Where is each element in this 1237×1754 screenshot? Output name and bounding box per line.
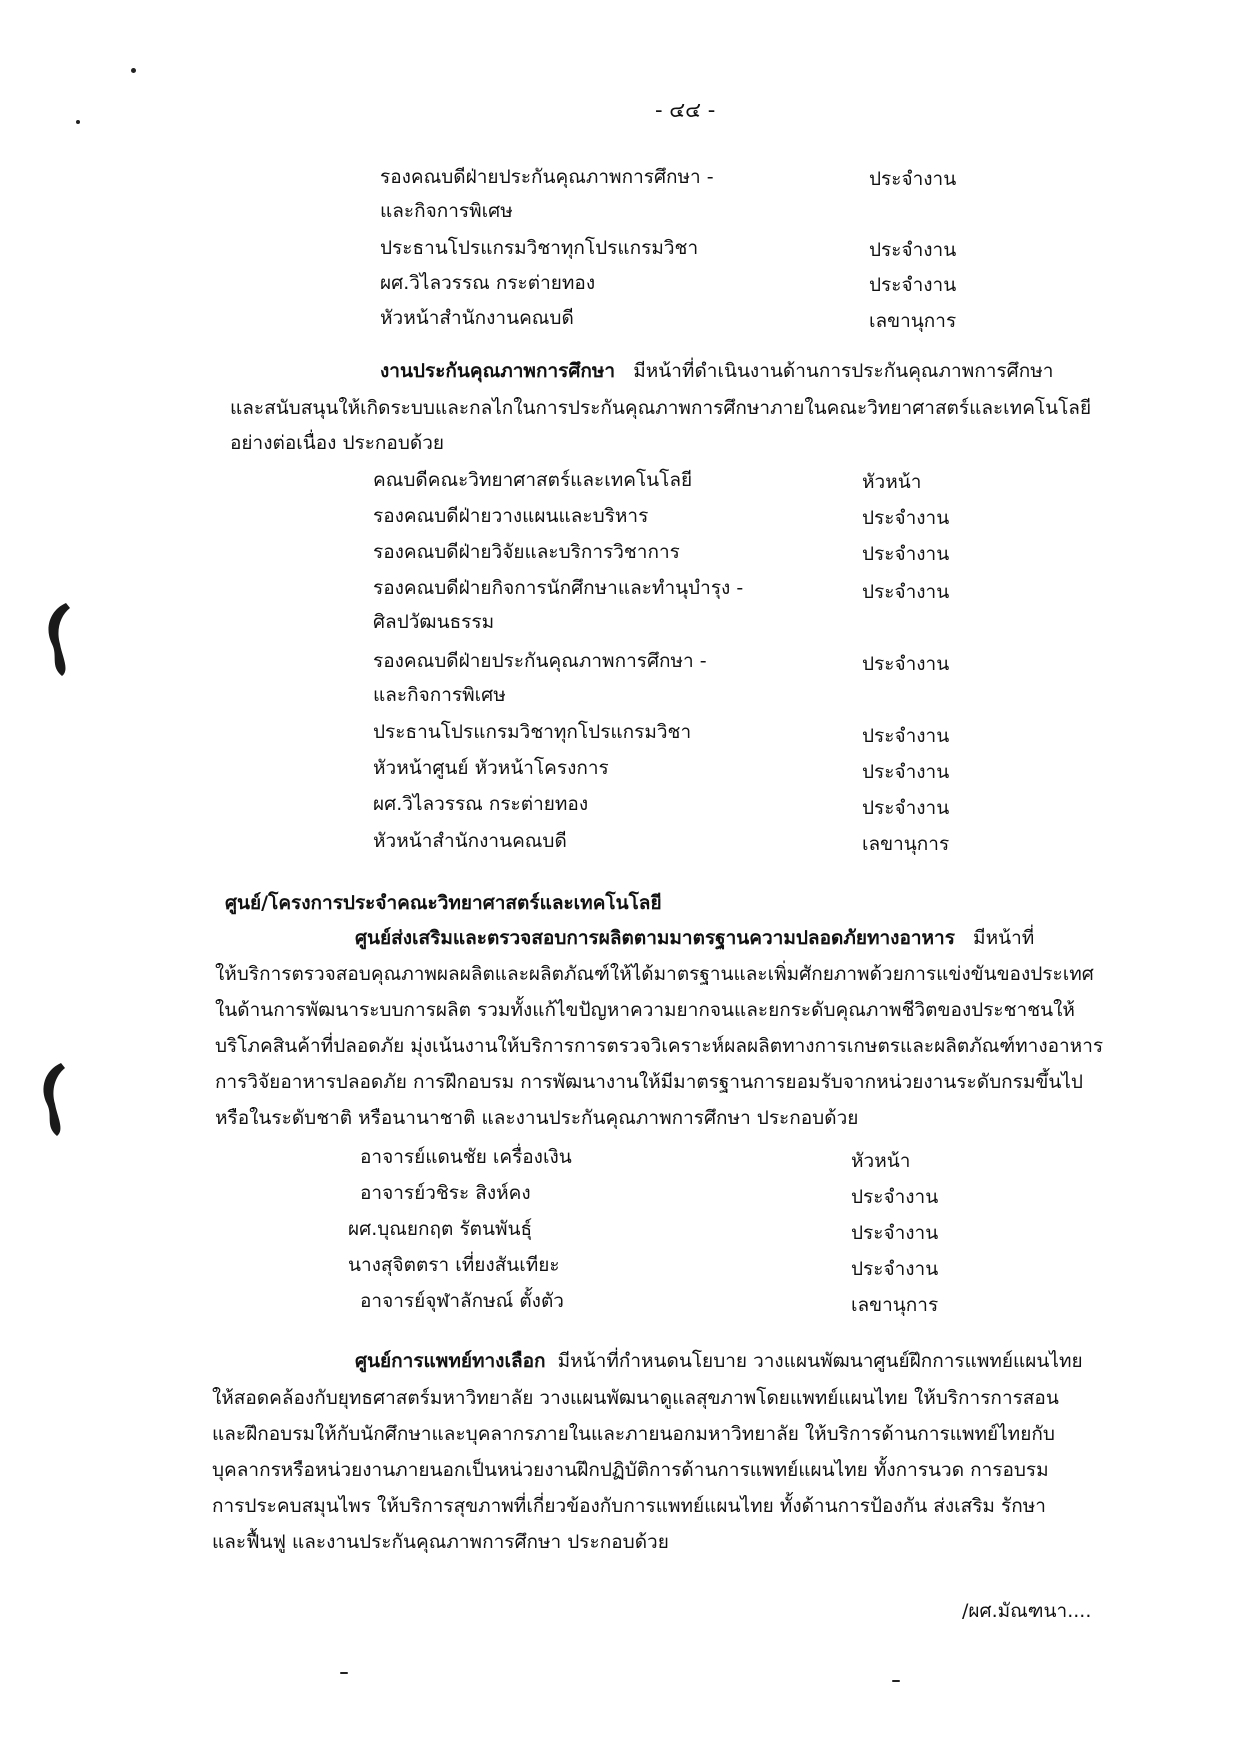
member-role: ประจำงาน xyxy=(862,507,950,529)
member-name: หัวหน้าสำนักงานคณบดี xyxy=(373,830,567,852)
centers-heading: ศูนย์/โครงการประจำคณะวิทยาศาสตร์และเทคโนโลยี xyxy=(225,892,662,914)
member-role: ประจำงาน xyxy=(862,653,950,675)
member-role: เลขานุการ xyxy=(862,833,950,855)
member-role: ประจำงาน xyxy=(869,168,957,190)
food-paragraph-line: การวิจัยอาหารปลอดภัย การฝึกอบรม การพัฒนางานให้มีมาตรฐานการยอมรับจากหน่วยงานระดับกรมขึ้นไป xyxy=(215,1071,1083,1093)
member-name: ผศ.วิไลวรรณ กระต่ายทอง xyxy=(380,272,596,294)
member-role: ประจำงาน xyxy=(862,543,950,565)
member-role: หัวหน้า xyxy=(862,471,922,493)
member-name: คณบดีคณะวิทยาศาสตร์และเทคโนโลยี xyxy=(373,469,693,491)
member-name: ผศ.วิไลวรรณ กระต่ายทอง xyxy=(373,793,589,815)
food-paragraph-line: หรือในระดับชาติ หรือนานาชาติ และงานประกันคุณภาพการศึกษา ประกอบด้วย xyxy=(215,1107,859,1129)
member-role: ประจำงาน xyxy=(862,761,950,783)
food-paragraph-line-1 xyxy=(355,925,1034,951)
member-name-cont: และกิจการพิเศษ xyxy=(380,200,513,222)
food-paragraph-line: ในด้านการพัฒนาระบบการผลิต รวมทั้งแก้ไขปัญหาความยากจนและยกระดับคุณภาพชีวิตของประชาชนให้ xyxy=(215,999,1075,1021)
member-role: ประจำงาน xyxy=(869,274,957,296)
member-name: หัวหน้าสำนักงานคณบดี xyxy=(380,307,574,329)
alt-paragraph-line: ให้สอดคล้องกับยุทธศาสตร์มหาวิทยาลัย วางแผนพัฒนาดูแลสุขภาพโดยแพทย์แผนไทย ให้บริการการสอน xyxy=(212,1387,1059,1409)
food-text: มีหน้าที่ xyxy=(973,927,1035,949)
food-paragraph-line: บริโภคสินค้าที่ปลอดภัย มุ่งเน้นงานให้บริการการตรวจวิเคราะห์ผลผลิตทางการเกษตรและผลิตภัณฑ์ทางอาหาร xyxy=(215,1035,1104,1057)
member-role: ประจำงาน xyxy=(862,581,950,603)
scan-speck xyxy=(76,120,80,124)
continuation-text: /ผศ.มัณฑนา.... xyxy=(962,1600,1092,1622)
food-heading: ศูนย์ส่งเสริมและตรวจสอบการผลิตตามมาตรฐานความปลอดภัยทางอาหาร xyxy=(355,927,955,949)
member-name: รองคณบดีฝ่ายวิจัยและบริการวิชาการ xyxy=(373,541,680,563)
qa-paragraph-line-1 xyxy=(380,358,1053,384)
scan-speck xyxy=(892,1680,900,1682)
member-role: ประจำงาน xyxy=(862,797,950,819)
member-name: อาจารย์แดนชัย เครื่องเงิน xyxy=(360,1146,572,1168)
member-role: เลขานุการ xyxy=(851,1294,939,1316)
qa-heading: งานประกันคุณภาพการศึกษา xyxy=(380,360,616,382)
alt-heading: ศูนย์การแพทย์ทางเลือก xyxy=(355,1350,546,1372)
member-name: หัวหน้าศูนย์ หัวหน้าโครงการ xyxy=(373,757,609,779)
member-role: เลขานุการ xyxy=(869,310,957,332)
member-name: ผศ.บุณยกฤต รัตนพันธุ์ xyxy=(348,1218,533,1240)
member-role: ประจำงาน xyxy=(851,1258,939,1280)
member-role: ประจำงาน xyxy=(851,1222,939,1244)
member-role: ประจำงาน xyxy=(862,725,950,747)
alt-paragraph-line: และฟื้นฟู และงานประกันคุณภาพการศึกษา ประกอบด้วย xyxy=(212,1531,669,1553)
alt-paragraph-line-1 xyxy=(355,1348,1083,1374)
member-name-cont: และกิจการพิเศษ xyxy=(373,684,506,706)
member-name-cont: ศิลปวัฒนธรรม xyxy=(373,611,495,633)
punch-hole-mark-lower xyxy=(35,1060,69,1140)
alt-paragraph-line: บุคลากรหรือหน่วยงานภายนอกเป็นหน่วยงานฝึกปฏิบัติการด้านการแพทย์แผนไทย ทั้งการนวด การอบรม xyxy=(212,1459,1049,1481)
member-name: รองคณบดีฝ่ายกิจการนักศึกษาและทำนุบำรุง - xyxy=(373,577,744,599)
punch-hole-mark-upper xyxy=(40,600,74,680)
food-paragraph-line: ให้บริการตรวจสอบคุณภาพผลผลิตและผลิตภัณฑ์ให้ได้มาตรฐานและเพิ่มศักยภาพด้วยการแข่งขันของประเทศ xyxy=(215,963,1094,985)
member-name: ประธานโปรแกรมวิชาทุกโปรแกรมวิชา xyxy=(380,237,699,259)
alt-paragraph-line: การประคบสมุนไพร ให้บริการสุขภาพที่เกี่ยวข้องกับการแพทย์แผนไทย ทั้งด้านการป้องกัน ส่งเสริม รักษา xyxy=(212,1495,1046,1517)
scan-speck xyxy=(340,1672,348,1674)
alt-text: มีหน้าที่กำหนดนโยบาย วางแผนพัฒนาศูนย์ฝึกการแพทย์แผนไทย xyxy=(557,1350,1083,1372)
qa-paragraph-line: และสนับสนุนให้เกิดระบบและกลไกในการประกันคุณภาพการศึกษาภายในคณะวิทยาศาสตร์และเทคโนโลยี xyxy=(230,397,1092,419)
member-role: หัวหน้า xyxy=(851,1150,911,1172)
member-name: รองคณบดีฝ่ายประกันคุณภาพการศึกษา - xyxy=(380,166,714,188)
member-name: ประธานโปรแกรมวิชาทุกโปรแกรมวิชา xyxy=(373,721,692,743)
member-name: อาจารย์จุฬาลักษณ์ ตั้งตัว xyxy=(360,1290,564,1312)
member-name: รองคณบดีฝ่ายประกันคุณภาพการศึกษา - xyxy=(373,650,707,672)
alt-paragraph-line: และฝึกอบรมให้กับนักศึกษาและบุคลากรภายในและภายนอกมหาวิทยาลัย ให้บริการด้านการแพทย์ไทยกับ xyxy=(212,1423,1055,1445)
member-name: รองคณบดีฝ่ายวางแผนและบริหาร xyxy=(373,505,649,527)
member-role: ประจำงาน xyxy=(869,239,957,261)
qa-text: มีหน้าที่ดำเนินงานด้านการประกันคุณภาพการศึกษา xyxy=(633,360,1054,382)
scan-speck xyxy=(131,68,136,73)
member-name: นางสุจิตตรา เที่ยงสันเทียะ xyxy=(348,1254,560,1276)
page-number: - ๔๔ - xyxy=(655,98,716,122)
qa-paragraph-line: อย่างต่อเนื่อง ประกอบด้วย xyxy=(230,432,445,454)
member-name: อาจารย์วชิระ สิงห์คง xyxy=(360,1182,531,1204)
member-role: ประจำงาน xyxy=(851,1186,939,1208)
